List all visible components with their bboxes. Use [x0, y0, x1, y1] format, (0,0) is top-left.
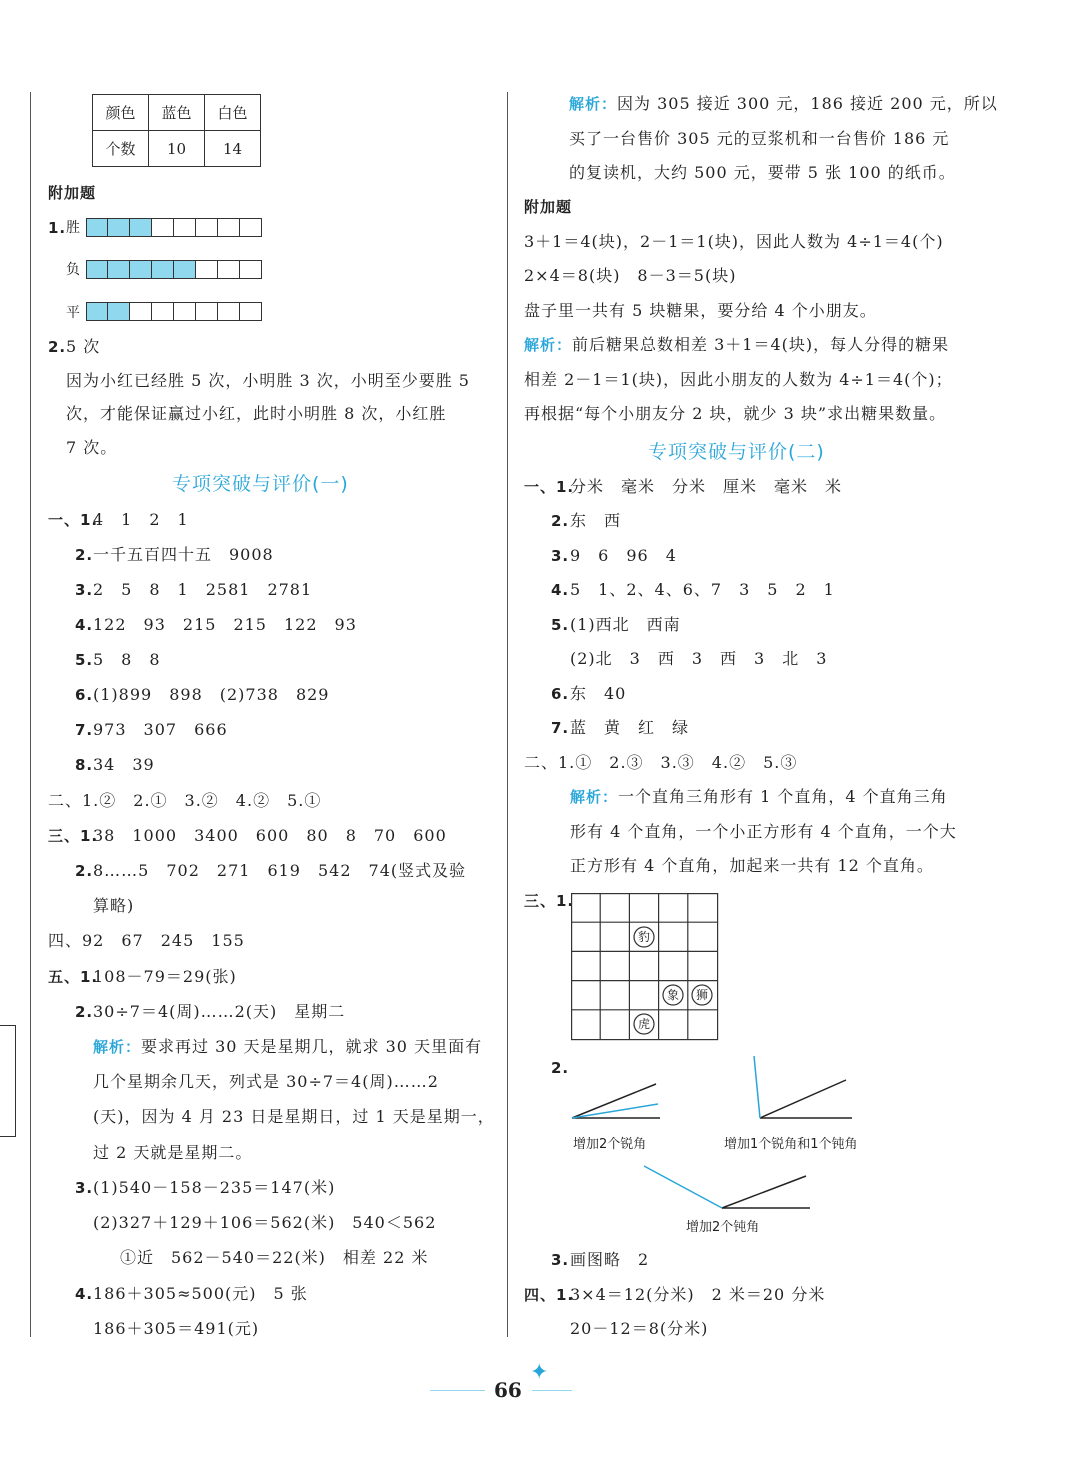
r-analysis-label: 解析： [569, 95, 618, 113]
angle-figure-c [640, 1160, 814, 1212]
s3-q2-no: 2. [75, 862, 94, 880]
s5-q4-ans2: 186＋305＝491(元) [93, 1319, 260, 1338]
extra-analysis-2: 相差 2－1＝1(块)，因此小朋友的人数为 4÷1＝4(个)； [524, 370, 953, 389]
table-cell: 10 [149, 131, 205, 167]
s5-q1-no: 五、1. [48, 968, 99, 986]
t1-q2-no: 2. [551, 512, 570, 530]
s1-q4-no: 4. [75, 616, 94, 634]
t1-q7-ans: 蓝 黄 红 绿 [570, 718, 690, 737]
extra-line1: 3＋1＝4(块)，2－1＝1(块)，因此人数为 4÷1＝4(个) [524, 232, 944, 251]
table-cell: 颜色 [93, 95, 149, 131]
t1-q5-ans2: (2)北 3 西 3 西 3 北 3 [570, 649, 828, 668]
win-boxes [86, 218, 262, 237]
star-icon: ✦ [530, 1360, 549, 1385]
r-analysis-1: 因为 305 接近 300 元，186 接近 200 元，所以 [617, 94, 998, 113]
s3-q2-cont: 算略) [93, 896, 135, 915]
s1-q7-ans: 973 307 666 [93, 720, 228, 739]
table-cell: 白色 [205, 95, 261, 131]
t1-q5-ans: (1)西北 西南 [570, 615, 681, 634]
animal-grid [571, 893, 719, 1041]
t1-q4-ans: 5 1、2、4、6、7 3 5 2 1 [570, 580, 835, 599]
left-margin-line [30, 92, 31, 1337]
footer-line-right [532, 1390, 572, 1391]
page-number: 66 [494, 1378, 522, 1402]
tiger-label: 虎 [637, 1017, 651, 1031]
t1-q1-ans: 分米 毫米 分米 厘米 毫米 米 [570, 477, 843, 496]
s5-q2-analysis-3: (天)，因为 4 月 23 日是星期日，过 1 天是星期一， [93, 1107, 495, 1126]
t1-q7-no: 7. [551, 719, 570, 737]
table-cell: 14 [205, 131, 261, 167]
section-title-2: 专项突破与评价(二) [648, 441, 825, 463]
t3-q2-no: 2. [551, 1059, 570, 1077]
s5-q2-ans: 30÷7＝4(周)……2(天) 星期二 [93, 1002, 346, 1021]
q2-number: 2. [48, 338, 67, 356]
r-analysis-2: 买了一台售价 305 元的豆浆机和一台售价 186 元 [569, 129, 950, 148]
lose-label: 负 [66, 262, 81, 278]
win-label: 胜 [66, 220, 81, 236]
lion-label: 狮 [695, 988, 709, 1002]
t1-q6-ans: 东 40 [570, 684, 627, 703]
s5-q3-ans: (1)540－158－235＝147(米) [93, 1178, 336, 1197]
s5-q4-ans: 186＋305≈500(元) 5 张 [93, 1284, 308, 1303]
q2-line1: 因为小红已经胜 5 次，小明胜 3 次，小明至少要胜 5 [66, 371, 470, 390]
angle-figure-b [750, 1052, 856, 1122]
leopard-label: 豹 [637, 930, 651, 944]
t1-q1-no: 一、1. [524, 478, 575, 496]
s5-q1-ans: 108－79＝29(张) [93, 967, 237, 986]
angle-caption-c: 增加2个钝角 [686, 1220, 760, 1235]
extra-title-left: 附加题 [48, 184, 97, 202]
s1-q8-ans: 34 39 [93, 755, 155, 774]
t1-q5-no: 5. [551, 616, 570, 634]
t1-q6-no: 6. [551, 685, 570, 703]
s1-q2-no: 2. [75, 546, 94, 564]
s5-q2-analysis-2: 几个星期余几天，列式是 30÷7＝4(周)……2 [93, 1072, 439, 1091]
table-cell: 个数 [93, 131, 149, 167]
s1-q3-no: 3. [75, 581, 94, 599]
t4-q1-ans: 3×4＝12(分米) 2 米＝20 分米 [570, 1285, 826, 1304]
s5-q2-no: 2. [75, 1003, 94, 1021]
center-divider [507, 92, 508, 1337]
extra-title-right: 附加题 [524, 198, 573, 216]
s3-q1-ans: 38 1000 3400 600 80 8 70 600 [93, 826, 447, 845]
t1-q4-no: 4. [551, 581, 570, 599]
t2-analysis-2: 形有 4 个直角，一个小正方形有 4 个直角，一个大 [570, 822, 957, 841]
s1-q6-ans: (1)899 898 (2)738 829 [93, 685, 330, 704]
footer-line-left [430, 1390, 485, 1391]
s5-q2-analysis-1: 要求再过 30 天是星期几，就求 30 天里面有 [141, 1037, 483, 1056]
t4-q1-ans2: 20－12＝8(分米) [570, 1319, 709, 1338]
t4-q1-no: 四、1. [524, 1286, 575, 1304]
t1-q3-no: 3. [551, 547, 570, 565]
s1-q1-no: 一、1. [48, 511, 99, 529]
s1-q7-no: 7. [75, 721, 94, 739]
t3-q1-no: 三、1. [524, 892, 575, 910]
s1-q2-ans: 一千五百四十五 9008 [93, 545, 274, 564]
s5-q3-ans3: ①近 562－540＝22(米) 相差 22 米 [120, 1248, 429, 1267]
s1-q5-no: 5. [75, 651, 94, 669]
s2-answers: 二、1.② 2.① 3.② 4.② 5.① [48, 791, 322, 810]
extra-line3: 盘子里一共有 5 块糖果，要分给 4 个小朋友。 [524, 301, 877, 320]
edge-fragment [0, 1025, 16, 1137]
s1-q3-ans: 2 5 8 1 2581 2781 [93, 580, 313, 599]
q2-line3: 7 次。 [66, 438, 118, 457]
angle-caption-a: 增加2个锐角 [573, 1137, 647, 1152]
t1-q3-ans: 9 6 96 4 [570, 546, 677, 565]
s1-q6-no: 6. [75, 686, 94, 704]
s3-q1-no: 三、1. [48, 827, 99, 845]
q2-answer: 5 次 [66, 337, 101, 356]
t3-q3-no: 3. [551, 1251, 570, 1269]
draw-boxes [86, 302, 262, 321]
extra-analysis-1: 前后糖果总数相差 3＋1＝4(块)，每人分得的糖果 [572, 335, 950, 354]
r-analysis-3: 的复读机，大约 500 元，要带 5 张 100 的纸币。 [569, 163, 956, 182]
s1-q8-no: 8. [75, 756, 94, 774]
s5-q2-analysis-label: 解析： [93, 1038, 142, 1056]
t2-analysis-1: 一个直角三角形有 1 个直角，4 个直角三角 [618, 787, 948, 806]
angle-caption-b: 增加1个锐角和1个钝角 [724, 1137, 858, 1152]
s4-answers: 四、92 67 245 155 [48, 931, 245, 950]
draw-label: 平 [66, 305, 81, 321]
s5-q2-analysis-4: 过 2 天就是星期二。 [93, 1143, 253, 1162]
section-title-1: 专项突破与评价(一) [172, 473, 349, 495]
q2-line2: 次，才能保证赢过小红，此时小明胜 8 次，小红胜 [66, 404, 447, 423]
extra-line2: 2×4＝8(块) 8－3＝5(块) [524, 266, 737, 285]
s1-q1-ans: 4 1 2 1 [93, 510, 189, 529]
s5-q3-ans2: (2)327＋129＋106＝562(米) 540＜562 [93, 1213, 437, 1232]
extra-analysis-label: 解析： [524, 336, 573, 354]
s3-q2-ans: 8……5 702 271 619 542 74(竖式及验 [93, 861, 467, 880]
color-count-table [92, 94, 261, 167]
t2-analysis-3: 正方形有 4 个直角，加起来一共有 12 个直角。 [570, 856, 934, 875]
s1-q5-ans: 5 8 8 [93, 650, 161, 669]
t2-analysis-label: 解析： [570, 788, 619, 806]
t1-q2-ans: 东 西 [570, 511, 622, 530]
lose-boxes [86, 260, 262, 279]
elephant-label: 象 [666, 988, 680, 1002]
t3-q3-ans: 画图略 2 [570, 1250, 650, 1269]
s5-q4-no: 4. [75, 1285, 94, 1303]
q1-number: 1. [48, 219, 67, 237]
t2-answers: 二、1.① 2.③ 3.③ 4.② 5.③ [524, 753, 798, 772]
s1-q4-ans: 122 93 215 215 122 93 [93, 615, 357, 634]
s5-q3-no: 3. [75, 1179, 94, 1197]
angle-figure-a [566, 1078, 666, 1122]
extra-analysis-3: 再根据“每个小朋友分 2 块，就少 3 块”求出糖果数量。 [524, 404, 947, 423]
table-cell: 蓝色 [149, 95, 205, 131]
